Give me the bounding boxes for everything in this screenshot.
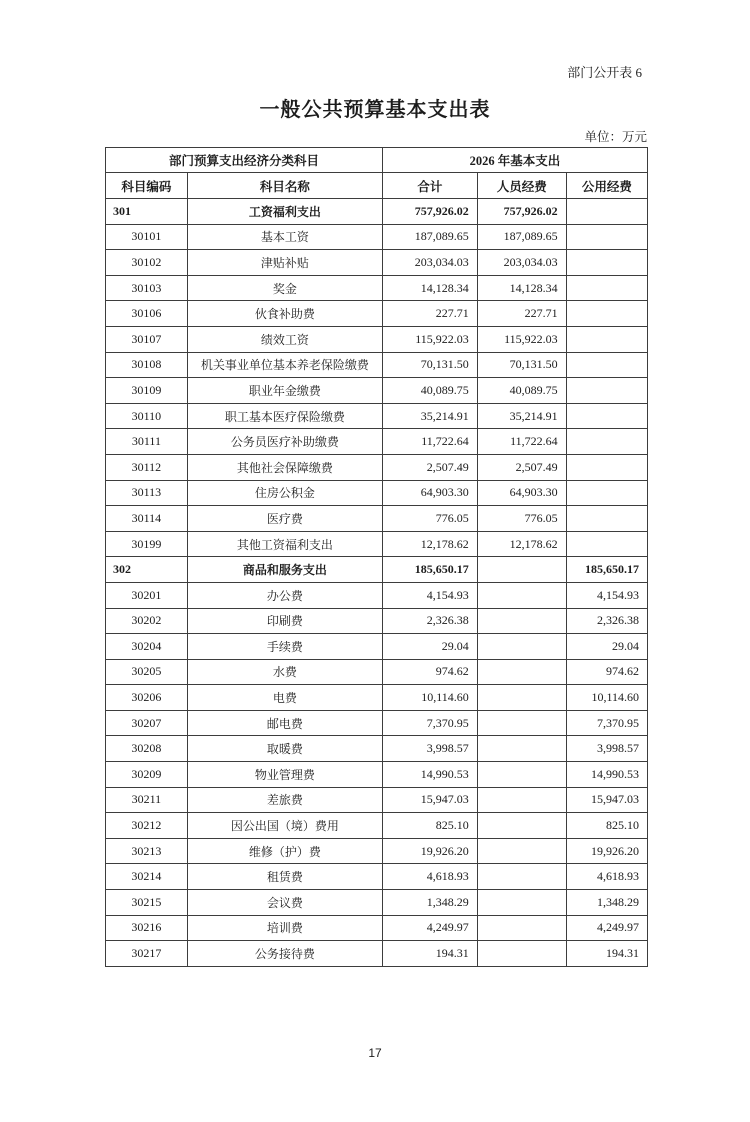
cell-personnel: 64,903.30	[477, 480, 566, 506]
table-row	[106, 659, 648, 685]
cell-subject-code: 30202	[106, 608, 188, 634]
cell-personnel: 35,214.91	[477, 403, 566, 429]
cell-total: 12,178.62	[382, 531, 477, 557]
cell-subject-code: 30106	[106, 301, 188, 327]
cell-public	[566, 250, 647, 276]
cell-personnel	[477, 890, 566, 916]
cell-subject-code: 30207	[106, 710, 188, 736]
table-row	[106, 224, 648, 250]
column-header-name: 科目名称	[187, 173, 382, 199]
cell-subject-code: 30208	[106, 736, 188, 762]
cell-public: 974.62	[566, 659, 647, 685]
cell-public	[566, 429, 647, 455]
table-row	[106, 480, 648, 506]
cell-subject-name: 物业管理费	[187, 762, 382, 788]
cell-subject-name: 职工基本医疗保险缴费	[187, 403, 382, 429]
cell-subject-name: 印刷费	[187, 608, 382, 634]
cell-subject-name: 基本工资	[187, 224, 382, 250]
cell-personnel	[477, 710, 566, 736]
cell-public: 2,326.38	[566, 608, 647, 634]
cell-subject-name: 维修（护）费	[187, 838, 382, 864]
cell-subject-code: 30204	[106, 634, 188, 660]
cell-personnel	[477, 608, 566, 634]
cell-total: 1,348.29	[382, 890, 477, 916]
table-row	[106, 915, 648, 941]
cell-public	[566, 224, 647, 250]
cell-total: 187,089.65	[382, 224, 477, 250]
cell-total: 776.05	[382, 506, 477, 532]
cell-personnel: 757,926.02	[477, 199, 566, 225]
table-row	[106, 199, 648, 225]
cell-subject-name: 公务员医疗补助缴费	[187, 429, 382, 455]
cell-public: 14,990.53	[566, 762, 647, 788]
cell-subject-code: 30111	[106, 429, 188, 455]
table-row	[106, 403, 648, 429]
cell-public: 3,998.57	[566, 736, 647, 762]
table-row	[106, 710, 648, 736]
cell-personnel	[477, 659, 566, 685]
cell-subject-code: 30108	[106, 352, 188, 378]
cell-public	[566, 199, 647, 225]
cell-total: 7,370.95	[382, 710, 477, 736]
table-row	[106, 890, 648, 916]
cell-subject-name: 电费	[187, 685, 382, 711]
cell-public: 15,947.03	[566, 787, 647, 813]
column-group-subject: 部门预算支出经济分类科目	[106, 148, 383, 173]
cell-personnel	[477, 557, 566, 583]
cell-subject-code: 30113	[106, 480, 188, 506]
cell-total: 40,089.75	[382, 378, 477, 404]
table-row	[106, 736, 648, 762]
cell-public: 19,926.20	[566, 838, 647, 864]
cell-subject-code: 30103	[106, 275, 188, 301]
cell-subject-name: 取暖费	[187, 736, 382, 762]
cell-personnel: 12,178.62	[477, 531, 566, 557]
cell-personnel: 70,131.50	[477, 352, 566, 378]
cell-personnel: 227.71	[477, 301, 566, 327]
cell-personnel: 115,922.03	[477, 326, 566, 352]
cell-personnel: 203,034.03	[477, 250, 566, 276]
cell-subject-code: 30209	[106, 762, 188, 788]
cell-subject-code: 30102	[106, 250, 188, 276]
column-header-public: 公用经费	[566, 173, 647, 199]
cell-total: 825.10	[382, 813, 477, 839]
cell-personnel	[477, 685, 566, 711]
table-row	[106, 941, 648, 967]
cell-subject-code: 30216	[106, 915, 188, 941]
cell-subject-name: 因公出国（境）费用	[187, 813, 382, 839]
cell-total: 3,998.57	[382, 736, 477, 762]
cell-personnel: 776.05	[477, 506, 566, 532]
cell-public	[566, 301, 647, 327]
cell-total: 194.31	[382, 941, 477, 967]
cell-public: 185,650.17	[566, 557, 647, 583]
cell-subject-code: 30214	[106, 864, 188, 890]
table-row	[106, 301, 648, 327]
cell-total: 10,114.60	[382, 685, 477, 711]
table-row	[106, 378, 648, 404]
cell-subject-name: 职业年金缴费	[187, 378, 382, 404]
cell-personnel	[477, 941, 566, 967]
cell-public: 194.31	[566, 941, 647, 967]
cell-total: 2,507.49	[382, 454, 477, 480]
table-row	[106, 787, 648, 813]
cell-public	[566, 531, 647, 557]
table-row	[106, 762, 648, 788]
cell-subject-name: 手续费	[187, 634, 382, 660]
cell-total: 14,128.34	[382, 275, 477, 301]
cell-total: 2,326.38	[382, 608, 477, 634]
cell-personnel: 2,507.49	[477, 454, 566, 480]
cell-subject-name: 住房公积金	[187, 480, 382, 506]
cell-personnel	[477, 864, 566, 890]
table-row	[106, 685, 648, 711]
cell-public: 1,348.29	[566, 890, 647, 916]
cell-subject-name: 办公费	[187, 582, 382, 608]
page-number: 17	[368, 1046, 382, 1060]
cell-public	[566, 275, 647, 301]
cell-total: 64,903.30	[382, 480, 477, 506]
table-row	[106, 531, 648, 557]
cell-subject-name: 津贴补贴	[187, 250, 382, 276]
cell-personnel	[477, 582, 566, 608]
cell-subject-name: 会议费	[187, 890, 382, 916]
table-row	[106, 864, 648, 890]
column-header-code: 科目编码	[106, 173, 188, 199]
cell-subject-name: 培训费	[187, 915, 382, 941]
cell-total: 70,131.50	[382, 352, 477, 378]
cell-subject-code: 30201	[106, 582, 188, 608]
table-group-header-row	[106, 148, 648, 173]
cell-total: 203,034.03	[382, 250, 477, 276]
cell-subject-name: 医疗费	[187, 506, 382, 532]
cell-total: 15,947.03	[382, 787, 477, 813]
cell-subject-name: 邮电费	[187, 710, 382, 736]
cell-total: 227.71	[382, 301, 477, 327]
cell-personnel: 40,089.75	[477, 378, 566, 404]
cell-subject-name: 商品和服务支出	[187, 557, 382, 583]
cell-subject-code: 302	[106, 557, 188, 583]
table-row	[106, 813, 648, 839]
cell-public	[566, 403, 647, 429]
cell-total: 11,722.64	[382, 429, 477, 455]
cell-subject-name: 水费	[187, 659, 382, 685]
cell-subject-code: 30110	[106, 403, 188, 429]
cell-public: 825.10	[566, 813, 647, 839]
cell-subject-code: 30114	[106, 506, 188, 532]
cell-total: 14,990.53	[382, 762, 477, 788]
cell-total: 29.04	[382, 634, 477, 660]
table-row	[106, 557, 648, 583]
cell-personnel	[477, 915, 566, 941]
cell-subject-name: 其他社会保障缴费	[187, 454, 382, 480]
column-header-personnel: 人员经费	[477, 173, 566, 199]
table-row	[106, 250, 648, 276]
cell-total: 19,926.20	[382, 838, 477, 864]
cell-public: 7,370.95	[566, 710, 647, 736]
page-title: 一般公共预算基本支出表	[259, 99, 491, 121]
cell-total: 4,249.97	[382, 915, 477, 941]
table-row	[106, 454, 648, 480]
cell-public: 4,618.93	[566, 864, 647, 890]
cell-personnel: 11,722.64	[477, 429, 566, 455]
cell-subject-name: 奖金	[187, 275, 382, 301]
cell-subject-code: 30206	[106, 685, 188, 711]
cell-subject-name: 工资福利支出	[187, 199, 382, 225]
cell-subject-code: 30199	[106, 531, 188, 557]
table-row	[106, 634, 648, 660]
cell-subject-name: 伙食补助费	[187, 301, 382, 327]
cell-personnel	[477, 787, 566, 813]
cell-personnel	[477, 634, 566, 660]
unit-label: 单位：万元	[584, 130, 647, 144]
cell-subject-code: 30109	[106, 378, 188, 404]
cell-subject-code: 30215	[106, 890, 188, 916]
cell-public	[566, 480, 647, 506]
table-column-header-row	[106, 173, 648, 199]
cell-public	[566, 326, 647, 352]
cell-subject-code: 30213	[106, 838, 188, 864]
cell-subject-code: 30212	[106, 813, 188, 839]
cell-total: 757,926.02	[382, 199, 477, 225]
cell-public: 29.04	[566, 634, 647, 660]
cell-subject-code: 30211	[106, 787, 188, 813]
doc-note: 部门公开表 6	[567, 65, 642, 80]
table-row	[106, 275, 648, 301]
cell-public: 4,249.97	[566, 915, 647, 941]
cell-personnel: 14,128.34	[477, 275, 566, 301]
cell-personnel	[477, 762, 566, 788]
budget-table	[105, 147, 648, 967]
cell-total: 35,214.91	[382, 403, 477, 429]
cell-total: 4,618.93	[382, 864, 477, 890]
cell-personnel	[477, 736, 566, 762]
table-row	[106, 326, 648, 352]
cell-subject-code: 30112	[106, 454, 188, 480]
cell-public: 10,114.60	[566, 685, 647, 711]
cell-subject-code: 301	[106, 199, 188, 225]
column-header-total: 合计	[382, 173, 477, 199]
cell-public	[566, 352, 647, 378]
cell-subject-code: 30205	[106, 659, 188, 685]
cell-subject-name: 机关事业单位基本养老保险缴费	[187, 352, 382, 378]
cell-personnel	[477, 838, 566, 864]
cell-total: 4,154.93	[382, 582, 477, 608]
cell-public	[566, 506, 647, 532]
column-group-year: 2026 年基本支出	[382, 148, 647, 173]
cell-subject-name: 绩效工资	[187, 326, 382, 352]
table-row	[106, 506, 648, 532]
cell-total: 185,650.17	[382, 557, 477, 583]
cell-total: 974.62	[382, 659, 477, 685]
cell-public: 4,154.93	[566, 582, 647, 608]
cell-public	[566, 378, 647, 404]
table-row	[106, 429, 648, 455]
table-row	[106, 582, 648, 608]
cell-subject-code: 30107	[106, 326, 188, 352]
cell-public	[566, 454, 647, 480]
table-row	[106, 352, 648, 378]
cell-subject-name: 其他工资福利支出	[187, 531, 382, 557]
cell-subject-code: 30217	[106, 941, 188, 967]
cell-total: 115,922.03	[382, 326, 477, 352]
cell-subject-name: 租赁费	[187, 864, 382, 890]
cell-subject-name: 公务接待费	[187, 941, 382, 967]
table-row	[106, 608, 648, 634]
table-row	[106, 838, 648, 864]
cell-subject-name: 差旅费	[187, 787, 382, 813]
cell-personnel: 187,089.65	[477, 224, 566, 250]
cell-personnel	[477, 813, 566, 839]
cell-subject-code: 30101	[106, 224, 188, 250]
